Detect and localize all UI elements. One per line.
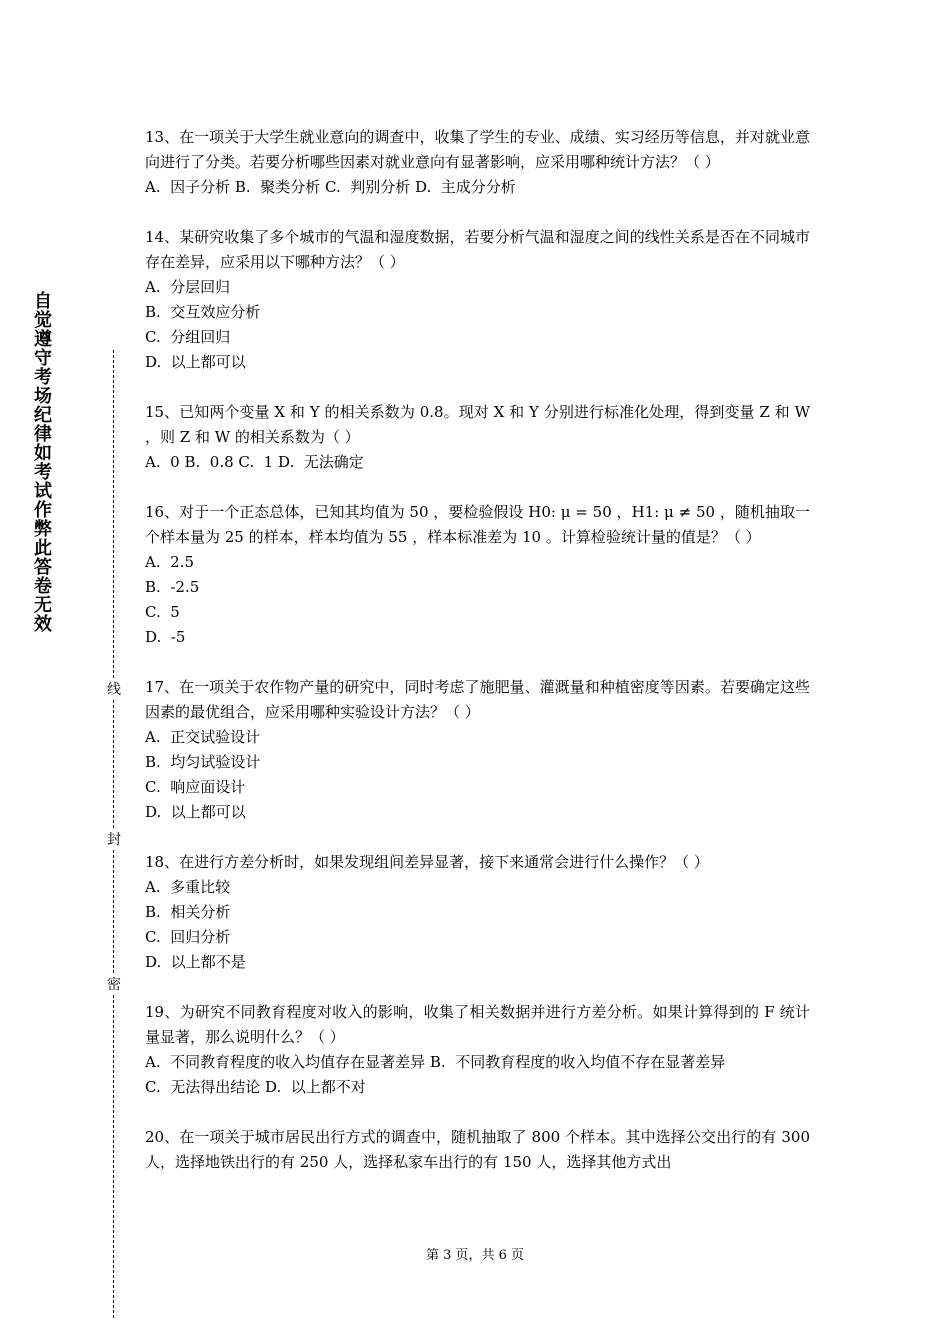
question-text: 16、对于一个正态总体，已知其均值为 50 ，要检验假设 H0: μ = 50 ，H1: μ ≠ 50 ，随机抽取一个样本量为 25 的样本，样本均值为 55 ，样本标准差为 10 。计算检验统计量的值是？（ ） bbox=[145, 503, 810, 546]
options-cd: C. 无法得出结论 D. 以上都不对 bbox=[145, 1078, 366, 1096]
options-ab: A. 不同教育程度的收入均值存在显著差异 B. 不同教育程度的收入均值不存在显著差异 bbox=[145, 1053, 726, 1071]
page-number: 第 3 页，共 6 页 bbox=[425, 1248, 525, 1263]
option-c: C. 5 bbox=[145, 603, 180, 621]
question-options: A. 0 B. 0.8 C. 1 D. 无法确定 bbox=[145, 453, 364, 471]
question-20 bbox=[145, 1125, 810, 1175]
option-d: D. -5 bbox=[145, 628, 186, 646]
question-text: 13、在一项关于大学生就业意向的调查中，收集了学生的专业、成绩、实习经历等信息，并对就业意向进行了分类。若要分析哪些因素对就业意向有显著影响，应采用哪种统计方法？（ ） bbox=[145, 128, 810, 171]
question-text: 18、在进行方差分析时，如果发现组间差异显著，接下来通常会进行什么操作？（ ） bbox=[145, 853, 709, 871]
question-19 bbox=[145, 1000, 810, 1100]
option-a: A. 2.5 bbox=[145, 553, 194, 571]
option-b: B. 均匀试验设计 bbox=[145, 753, 261, 771]
binding-label-line: 线 bbox=[104, 680, 124, 700]
option-d: D. 以上都可以 bbox=[145, 353, 246, 371]
question-16 bbox=[145, 500, 810, 650]
option-c: C. 回归分析 bbox=[145, 928, 231, 946]
question-13 bbox=[145, 125, 810, 200]
option-c: C. 分组回归 bbox=[145, 328, 231, 346]
option-d: D. 以上都不是 bbox=[145, 953, 246, 971]
option-c: C. 响应面设计 bbox=[145, 778, 246, 796]
question-options: A. 因子分析 B. 聚类分析 C. 判别分析 D. 主成分分析 bbox=[145, 178, 516, 196]
question-list bbox=[145, 125, 810, 1175]
option-b: B. 相关分析 bbox=[145, 903, 231, 921]
question-text: 15、已知两个变量 X 和 Y 的相关系数为 0.8。现对 X 和 Y 分别进行标准化处理，得到变量 Z 和 W ，则 Z 和 W 的相关系数为（ ） bbox=[145, 403, 810, 446]
exam-discipline-notice: 自觉遵守考场纪律如考试作弊此答卷无效 bbox=[34, 291, 52, 635]
question-text: 14、某研究收集了多个城市的气温和湿度数据，若要分析气温和湿度之间的线性关系是否在不同城市存在差异，应采用以下哪种方法？（ ） bbox=[145, 228, 810, 271]
question-text: 17、在一项关于农作物产量的研究中，同时考虑了施肥量、灌溉量和种植密度等因素。若要确定这些因素的最优组合，应采用哪种实验设计方法？（ ） bbox=[145, 678, 810, 721]
option-b: B. -2.5 bbox=[145, 578, 200, 596]
question-14 bbox=[145, 225, 810, 375]
option-a: A. 正交试验设计 bbox=[145, 728, 261, 746]
option-a: A. 分层回归 bbox=[145, 278, 231, 296]
question-18 bbox=[145, 850, 810, 975]
option-d: D. 以上都可以 bbox=[145, 803, 246, 821]
question-15 bbox=[145, 400, 810, 475]
question-17 bbox=[145, 675, 810, 825]
question-text: 19、为研究不同教育程度对收入的影响，收集了相关数据并进行方差分析。如果计算得到的 F 统计量显著，那么说明什么？（ ） bbox=[145, 1003, 810, 1046]
option-b: B. 交互效应分析 bbox=[145, 303, 261, 321]
question-text: 20、在一项关于城市居民出行方式的调查中，随机抽取了 800 个样本。其中选择公交出行的有 300 人，选择地铁出行的有 250 人，选择私家车出行的有 150 人，选择其他方式出 bbox=[145, 1128, 810, 1171]
binding-label-secret: 密 bbox=[104, 975, 124, 995]
option-a: A. 多重比较 bbox=[145, 878, 231, 896]
binding-label-seal: 封 bbox=[104, 830, 124, 850]
